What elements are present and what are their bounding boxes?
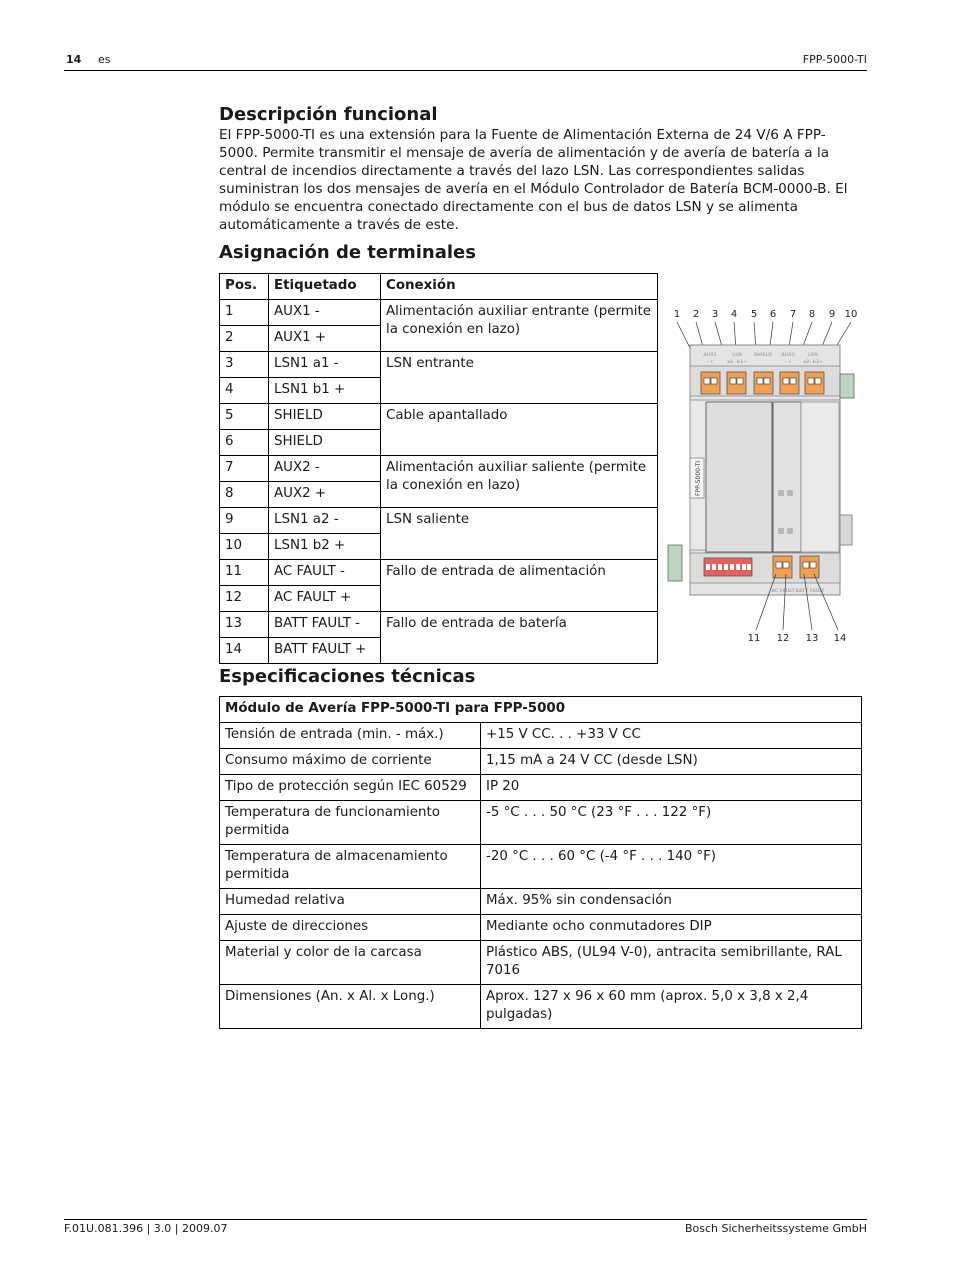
col-header-label: Etiquetado (269, 274, 381, 300)
terminal-number: 10 (844, 309, 858, 320)
col-header-pos: Pos. (220, 274, 269, 300)
spec-value: +15 V CC. . . +33 V CC (481, 723, 862, 749)
terminal-number: 9 (828, 309, 836, 320)
terminal-group-label: AUX2 (781, 353, 795, 358)
terminal-group-sublabel: - + (784, 360, 792, 365)
side-label: FPP-5000-TI (695, 460, 702, 496)
header-product: FPP-5000-TI (802, 53, 867, 66)
page-number: 14 (66, 53, 82, 66)
table-row (220, 723, 862, 749)
cell-connection: Alimentación auxiliar entrante (permite la conexión en lazo) (381, 300, 658, 352)
spec-value: Mediante ocho conmutadores DIP (481, 915, 862, 941)
terminal-number: 7 (789, 309, 797, 320)
terminal-number: 11 (747, 633, 761, 644)
spec-value: IP 20 (481, 775, 862, 801)
terminal-group-label: AC FAULT (771, 589, 795, 594)
cell-label: BATT FAULT - (269, 612, 381, 638)
cell-pos: 8 (220, 482, 269, 508)
cell-connection: Fallo de entrada de alimentación (381, 560, 658, 612)
cell-label: BATT FAULT + (269, 638, 381, 664)
terminal-group-label: LSN (808, 353, 818, 358)
table-row (220, 560, 658, 586)
circuit-board (706, 402, 772, 552)
cell-pos: 7 (220, 456, 269, 482)
cell-label: LSN1 b2 + (269, 534, 381, 560)
cell-connection: LSN saliente (381, 508, 658, 560)
right-latch (840, 515, 852, 545)
specs-table-title: Módulo de Avería FPP-5000-TI para FPP-5000 (220, 697, 862, 723)
table-row (220, 352, 658, 378)
header-rule (64, 70, 867, 71)
terminal-number: 6 (769, 309, 777, 320)
top-terminal-numbers (674, 309, 858, 320)
cell-label: AUX1 + (269, 326, 381, 352)
table-row (220, 456, 658, 482)
terminals-title: Asignación de terminales (219, 242, 476, 263)
spec-param: Tensión de entrada (min. - máx.) (220, 723, 481, 749)
spec-value: -5 °C . . . 50 °C (23 °F . . . 122 °F) (481, 801, 862, 845)
table-header-row (220, 274, 658, 300)
spec-value: Aprox. 127 x 96 x 60 mm (aprox. 5,0 x 3,8 x 2,4 pulgadas) (481, 985, 862, 1029)
cell-pos: 10 (220, 534, 269, 560)
terminal-number: 2 (692, 309, 700, 320)
spec-param: Consumo máximo de corriente (220, 749, 481, 775)
bottom-terminal-numbers (748, 633, 847, 644)
spec-param: Material y color de la carcasa (220, 941, 481, 985)
terminal-number: 5 (750, 309, 758, 320)
cell-pos: 5 (220, 404, 269, 430)
spec-value: -20 °C . . . 60 °C (-4 °F . . . 140 °F) (481, 845, 862, 889)
spec-param: Dimensiones (An. x Al. x Long.) (220, 985, 481, 1029)
table-row (220, 749, 862, 775)
terminal-number: 12 (776, 633, 790, 644)
spec-value: Plástico ABS, (UL94 V-0), antracita semibrillante, RAL 7016 (481, 941, 862, 985)
table-row (220, 889, 862, 915)
cell-label: AUX2 - (269, 456, 381, 482)
table-row (220, 985, 862, 1029)
cell-connection: LSN entrante (381, 352, 658, 404)
cell-label: AC FAULT - (269, 560, 381, 586)
cell-pos: 11 (220, 560, 269, 586)
terminal-group-label: AUX1 (703, 353, 717, 358)
right-clip (840, 374, 854, 398)
terminal-group-sublabel: - + (706, 360, 714, 365)
spec-param: Temperatura de funcionamiento permitida (220, 801, 481, 845)
col-header-connection: Conexión (381, 274, 658, 300)
left-clip (668, 545, 682, 581)
table-row (220, 404, 658, 430)
cell-pos: 14 (220, 638, 269, 664)
table-row (220, 941, 862, 985)
functional-title: Descripción funcional (219, 104, 438, 125)
cell-label: AC FAULT + (269, 586, 381, 612)
terminal-group-label: LSN (732, 353, 742, 358)
terminal-number: 8 (808, 309, 816, 320)
cell-pos: 2 (220, 326, 269, 352)
terminal-group-sublabel: a2- b2+ (803, 360, 823, 365)
table-row (220, 300, 658, 326)
spec-param: Tipo de protección según IEC 60529 (220, 775, 481, 801)
cell-label: SHIELD (269, 430, 381, 456)
cell-pos: 6 (220, 430, 269, 456)
cell-pos: 13 (220, 612, 269, 638)
side-panel (801, 402, 839, 552)
terminal-group-sublabel: a1- b1+ (727, 360, 747, 365)
cell-pos: 12 (220, 586, 269, 612)
cell-label: AUX2 + (269, 482, 381, 508)
spec-value: Máx. 95% sin condensación (481, 889, 862, 915)
cell-connection: Alimentación auxiliar saliente (permite la conexión en lazo) (381, 456, 658, 508)
table-row (220, 915, 862, 941)
bottom-terminal-labels (771, 588, 825, 594)
table-row (220, 508, 658, 534)
table-row (220, 845, 862, 889)
table-row (220, 801, 862, 845)
functional-text: El FPP-5000-TI es una extensión para la Fuente de Alimentación Externa de 24 V/6 A FPP-5000. Permite transmitir el mensaje de avería de alimentación y de avería de batería a la central de incendios directamente a través del lazo LSN. Las correspondientes salidas suministran los dos mensajes de avería en el Módulo Controlador de Batería BCM-0000-B. El módulo se encuentra conectado directamente con el bus de datos LSN y se alimenta automáticamente a través de este. (219, 127, 848, 233)
cell-label: AUX1 - (269, 300, 381, 326)
spec-param: Ajuste de direcciones (220, 915, 481, 941)
cell-pos: 4 (220, 378, 269, 404)
terminal-group-label: BATT FAULT (795, 589, 825, 594)
cell-pos: 1 (220, 300, 269, 326)
cell-pos: 3 (220, 352, 269, 378)
spec-value: 1,15 mA a 24 V CC (desde LSN) (481, 749, 862, 775)
specs-header-row (220, 697, 862, 723)
footer-doc-id: F.01U.081.396 | 3.0 | 2009.07 (64, 1222, 228, 1235)
terminal-number: 3 (711, 309, 719, 320)
terminal-number: 4 (730, 309, 738, 320)
terminal-group-label: SHIELD (753, 353, 773, 358)
spec-param: Temperatura de almacenamiento permitida (220, 845, 481, 889)
terminal-number: 13 (805, 633, 819, 644)
cell-connection: Cable apantallado (381, 404, 658, 456)
cell-connection: Fallo de entrada de batería (381, 612, 658, 664)
spec-param: Humedad relativa (220, 889, 481, 915)
terminal-number: 1 (673, 309, 681, 320)
specs-title: Especificaciones técnicas (219, 666, 476, 687)
footer-rule (64, 1219, 867, 1220)
table-row (220, 775, 862, 801)
cell-pos: 9 (220, 508, 269, 534)
cell-label: LSN1 a1 - (269, 352, 381, 378)
table-row (220, 612, 658, 638)
footer-company: Bosch Sicherheitssysteme GmbH (684, 1222, 867, 1235)
device-diagram (660, 300, 875, 650)
terminals-table (219, 273, 658, 664)
language-code: es (98, 53, 111, 66)
cell-label: SHIELD (269, 404, 381, 430)
cell-label: LSN1 a2 - (269, 508, 381, 534)
terminal-number: 14 (833, 633, 847, 644)
specs-table (219, 696, 862, 1029)
cell-label: LSN1 b1 + (269, 378, 381, 404)
